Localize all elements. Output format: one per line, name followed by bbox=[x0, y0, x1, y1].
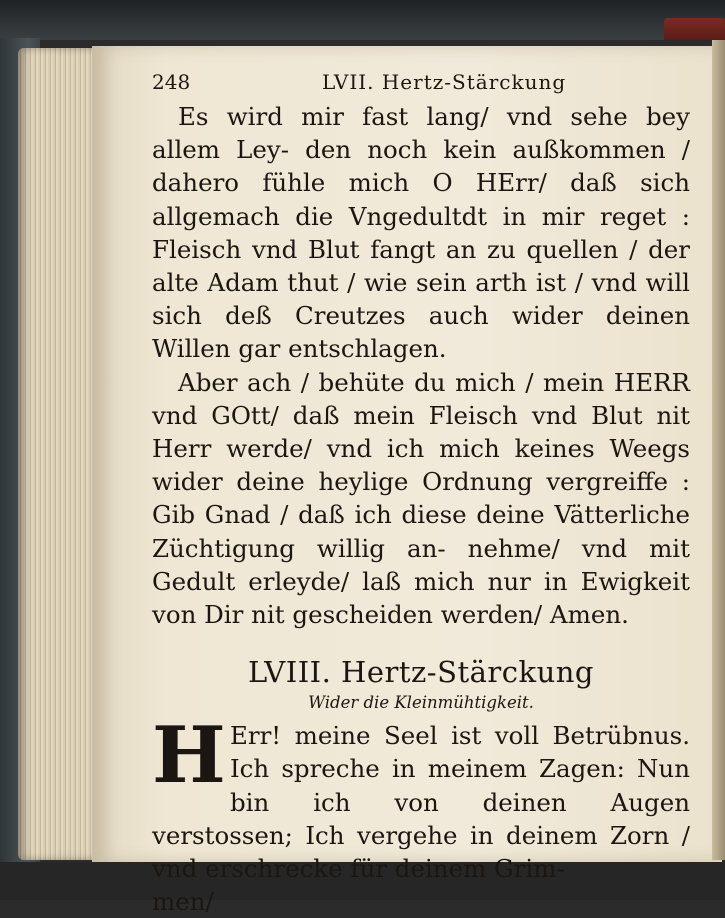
text-line: reget : Fleisch vnd Blut fangt an zu quellen / bbox=[152, 201, 690, 264]
text-line: nehme/ vnd mit Gedult erleyde/ laß mich nur in bbox=[152, 533, 690, 596]
text-line: sich deß Creutzes auch wider deinen Willen gar bbox=[152, 301, 690, 364]
text-line: Ich spreche in meinem Zagen: Nun bin bbox=[230, 754, 690, 817]
text-line: werde/ vnd ich mich keines Weegs wider deine bbox=[152, 434, 690, 497]
page-number: 248 bbox=[152, 70, 191, 94]
running-head: LVII. Hertz-Stärckung bbox=[322, 70, 567, 94]
drop-cap-initial: H bbox=[152, 710, 226, 802]
text-line: HErr/ daß sich allgemach die Vngedultdt in mir bbox=[152, 168, 690, 231]
paragraph-3-body bbox=[152, 710, 691, 885]
text-line: deinem Zorn / vnd erschrecke für deinem Grim- bbox=[152, 820, 691, 884]
text-line: men/ bbox=[152, 887, 214, 917]
text-line: Err! meine Seel ist voll Betrübnus. bbox=[230, 721, 690, 751]
page-edges bbox=[18, 48, 98, 860]
text-line: der alte Adam thut / wie sein arth ist / vnd will bbox=[152, 234, 690, 298]
text-line: ich von deinen Augen verstossen; Ich vergehe in bbox=[152, 787, 690, 850]
text-line: Ewigkeit von Dir nit gescheiden werden/ Amen. bbox=[152, 566, 690, 630]
page-text bbox=[152, 70, 690, 918]
text-line: heylige Ordnung vergreiffe : Gib Gnad / daß bbox=[152, 467, 690, 530]
section-title: LVIII. Hertz-Stärckung bbox=[247, 655, 594, 690]
text-line: den noch kein außkommen / dahero fühle mich O bbox=[152, 135, 690, 198]
section-subtitle: Wider die Kleinmühtigkeit. bbox=[308, 693, 534, 713]
text-line: Es wird mir fast lang/ vnd sehe bey allem Ley- bbox=[152, 102, 690, 165]
page-header bbox=[152, 70, 690, 100]
text-line: entschlagen. bbox=[288, 334, 447, 364]
text-line: ich diese deine Vätterliche Züchtigung willig an- bbox=[152, 500, 690, 563]
paragraph-2 bbox=[152, 366, 690, 632]
paragraph-3 bbox=[152, 710, 691, 918]
book-cover-top bbox=[0, 0, 725, 40]
paragraph-3-end bbox=[152, 885, 690, 918]
text-line: Aber ach / behüte du mich / mein HERR bbox=[178, 367, 690, 397]
text-line: vnd GOtt/ daß mein Fleisch vnd Blut nit Herr bbox=[152, 400, 690, 464]
right-page-edge bbox=[712, 40, 725, 860]
ribbon-tab bbox=[664, 18, 725, 40]
paragraph-1 bbox=[152, 100, 690, 366]
